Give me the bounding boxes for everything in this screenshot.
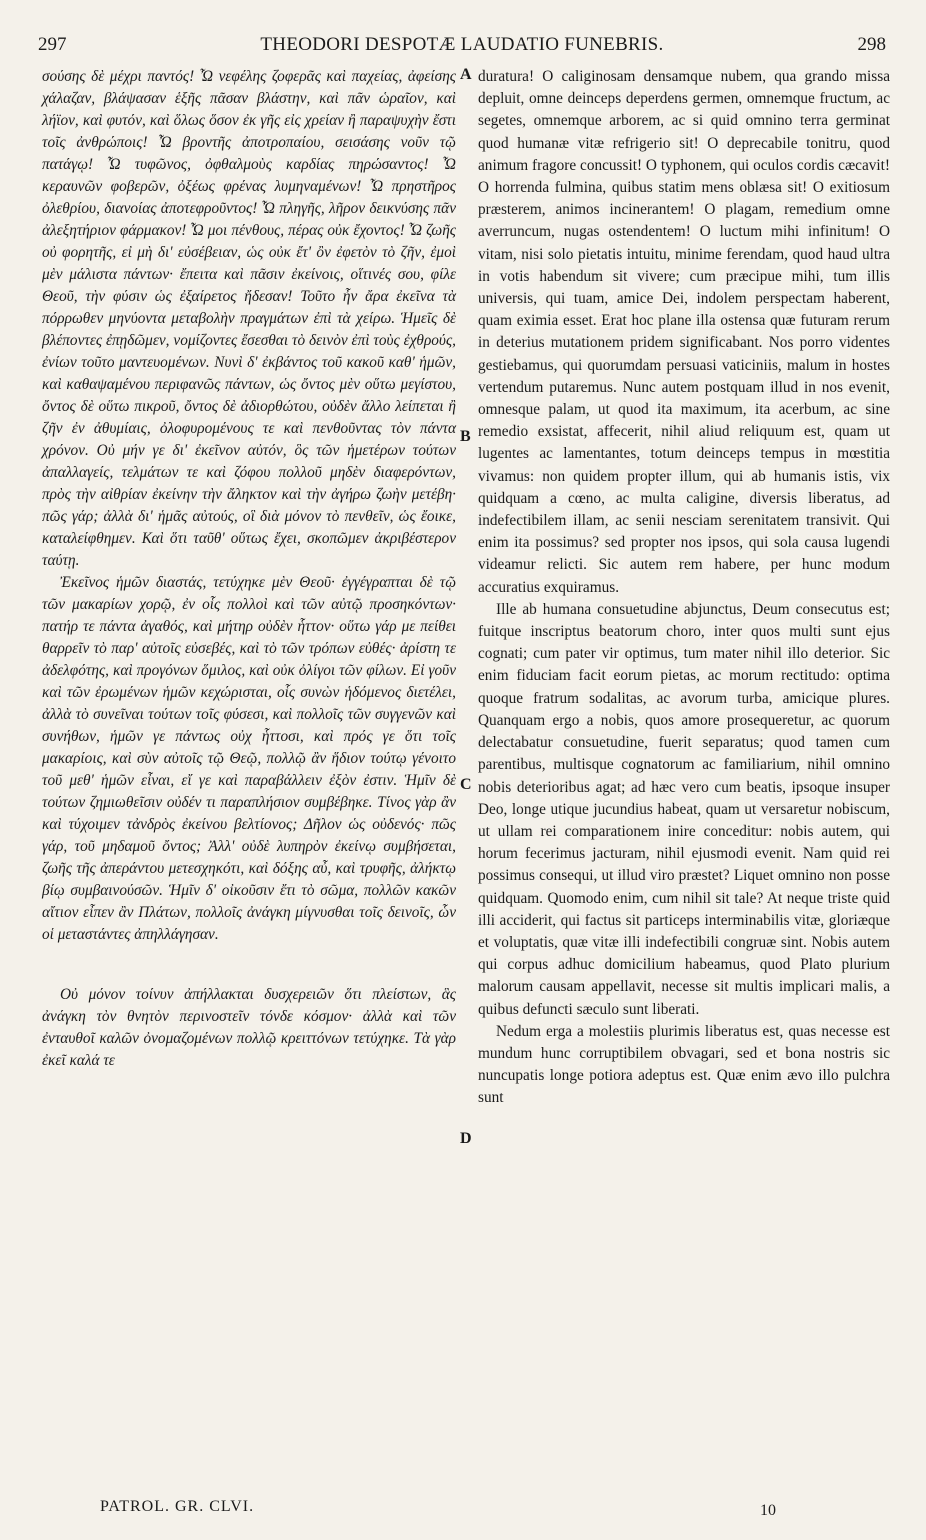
section-marker-a: A [460,66,472,83]
greek-paragraph-3: Οὐ μόνον τοίνυν ἀπήλλακται δυσχερειῶν ὅτι πλείστων, ἃς ἀνάγκη τὸν θνητὸν περινοστεῖν τόνδε κόσμον· ἀλλὰ καὶ τῶν ἐνταυθοῖ καλῶν ὀνομαζομένων πολλῷ κρειττόνων τετύχηκε. Τὰ γὰρ ἐκεῖ καλά τε [42,986,456,1069]
source-footer: PATROL. GR. CLVI. [100,1498,255,1515]
latin-paragraph-3: Nedum erga a molestiis plurimis liberatus est, quas necesse est mundum hunc corruptibilem obvagari, sed et bona nostris sic nuncupatis longe potiora adeptus est. Quæ enim ævo illo pulchra sunt [478,1022,890,1107]
section-marker-b: B [460,428,471,445]
latin-column [478,66,890,1110]
latin-paragraph-1: duratura! O caliginosam densamque nubem, qua grando missa depluit, omne deinceps deperdens germen, omnemque fructum, ac segetes, omnemque arborem, ac si quid omnino terra germinat quod humanæ vitæ refrigerio sit! O deprecabile tonitru, quod animum fragore concussit! O typhonem, qui oculos cordis cæcavit! O horrenda fulmina, quibus statim mens oblæsa sit! O exitiosum præsterem, animos incinerantem! O plagam, remedium omne averruncum, nugas ostendentem! O luctum mihi infinitum! O vitam, nisi solo pietatis intuitu, minime ferendam, quod haud ultra in votis habendum sit vivere; cum præcipue mihi, tum illis universis, qui tuam, amice Dei, indolem perspectam haberent, quam eximia esset. Erat hoc plane illa ostensa quæ futuram rerum in deterius mutationem pridem significabant. Nos porro videntes gestiebamus, qui quorumdam persuasi vaticiniis, malum in hostes vertendum putaremus. Nunc autem postquam illud in nos evenit, omnesque palam, ut quod ita maximum, ita acerbum, ac sine remedio exsistat, affecerit, nihil aliud reliquum est, quam ut lugentes ac lamentantes, totum deinceps tempus in mœstitia vivamus: non quidem propter illum, qui ab humanis istis, vix quidquam a cœno, ac multa caligine, diversis liberatus, ad indefectibilem illam, ac senii nesciam serenitatem transivit. Qui enim ita possimus? sed propter nos ipsos, qui sola causa lugendi videamur relicti. Sic autem rem habere, per hunc modum accuratius exquiramus. [478,68,890,596]
section-marker-d: D [460,1130,472,1147]
greek-column [42,66,456,1072]
signature-mark: 10 [760,1502,776,1519]
latin-paragraph-2: Ille ab humana consuetudine abjunctus, Deum consecutus est; fuitque inscriptus beatorum choro, inter quos multi sunt ejus cognati; cum pater vir optimus, tum mater nihil illo deterior. Sic enim fiduciam facit eorum pietas, ac morum rectitudo: optima quoque fratrum sodalitas, ac avorum turba, amicique plures. Quanquam ergo a nobis, quos amore prosequeretur, ac quorum delectabatur consuetudine, fuerit separatus; quod tamen cum parentibus, multisque cognatorum ac familiarium, nihil omnino nobis deterioribus agat; ad hæc vero cum beatis, ipsoque insuper Deo, longe utique jucundius habeat, quam ut versaretur nobiscum, ut ullam rei comparationem inire conceditur: nobis autem, qui horum fecerimus jacturam, nihil ejusmodi evenit. Nam quid rei possimus consequi, ut illud viro præstet? Liquet omnino non posse quidquam. Quomodo enim, cum nihil sit tale? At neque triste quid illi acciderit, qui factus sit particeps interminabilis vitæ, gloriæque et voluptatis, quæ vitæ illi indefectibili congruæ sint. Nobis autem qui corpus adhuc domicilium habeamus, quod Plato plurium malorum causam appellavit, necesse sit multis implicari malis, a quibus defuncti sæculo sunt liberati. [478,600,890,1018]
running-header [38,34,886,60]
page-number-left: 297 [38,34,67,55]
page-title: THEODORI DESPOTÆ LAUDATIO FUNEBRIS. [260,34,664,55]
page-number-right: 298 [857,34,886,55]
greek-paragraph-2: Ἐκεῖνος ἡμῶν διαστάς, τετύχηκε μὲν Θεοῦ· ἐγγέγραπται δὲ τῷ τῶν μακαρίων χορῷ, ἐν οἷς πολλοὶ καὶ τῶν αὐτῷ προσηκόντων· πατήρ τε πάντα ἀγαθός, καὶ μήτηρ οὐδὲν ἧττον· οὕτω γάρ με πείθει θαρρεῖν τὸ παρ' αὐτοῖς εὐσεβές, καὶ τὸ τῶν τρόπων εὐθές· ἀρίστη τε ἀδελφότης, καὶ προγόνων ὅμιλος, καὶ οὐκ ὀλίγοι τῶν φίλων. Εἰ γοῦν καὶ τῶν ἐρωμένων ἡμῶν κεχώρισται, οἷς συνὼν ἡδόμενος διετέλει, ἀλλὰ τὸ συνεῖναι τούτων τοῖς φύσεσι, καὶ πολλοῖς τῶν συγγενῶν καὶ συνήθων, ἡμῶν γε πάντως οὐχ ἧττοσι, καὶ πρός γε ὅτι τοῖς μακαρίοις, καὶ σὺν αὐτοῖς τῷ Θεῷ, πολλῷ ἂν ἥδιον τούτῳ γένοιτο τοῦ μεθ' ἡμῶν εἶναι, εἴ γε καὶ παραβάλλειν ἐξὸν ἐστιν. Ἡμῖν δὲ τούτων ζημιωθεῖσιν οὐδέν τι παραπλήσιον συμβέβηκε. Τίνος γὰρ ἂν καὶ τύχοιμεν τἀνδρὸς ἐκείνου βελτίονος; Δῆλον ὡς οὐδενός· πῶς γάρ, τοῦ μηδαμοῦ ὄντος; Ἀλλ' οὐδὲ λυπηρὸν ἐκείνῳ συμβήσεται, ζωῆς τῆς ἀπεράντου μετεσχηκότι, καὶ δόξης αὖ, καὶ τρυφῆς, ἀλήκτῳ βίῳ συμβαινούσῶν. Ἡμῖν δ' οἰκοῦσιν ἔτι τὸ σῶμα, πολλῶν κακῶν αἴτιον εἶπεν ἂν Πλάτων, πολλοῖς ἀνάγκη μίγνυσθαι τοῖς δεινοῖς, ὧν οἱ μεταστάντες ἀπηλλάγησαν. [42,574,456,943]
greek-paragraph-1: σούσης δὲ μέχρι παντός! Ὦ νεφέλης ζοφερᾶς καὶ παχείας, ἀφείσης χάλαζαν, βλάψασαν ἑξῆς πᾶσαν βλάστην, καὶ πᾶν ὡραῖον, καὶ λήϊον, καὶ φυτόν, καὶ ὅλως ὅσον ἐκ γῆς εἰς χρείαν ἢ παραψυχὴν ἔστι τοῖς ἀνθρώποις! Ὦ βροντῆς ἀποτροπαίου, σεισάσης νοῦν τῷ πατάγῳ! Ὦ τυφῶνος, ὀφθαλμοὺς καρδίας πηρώσαντος! Ὦ κεραυνῶν φοβερῶν, ὀξέως φρένας λυμηναμένων! Ὦ πρηστῆρος ὀλεθρίου, διανοίας ἀποτεφροῦντος! Ὦ πληγῆς, λῆρον δεικνύσης πᾶν ἀλεξητήριον φάρμακον! Ὦ μοι πένθους, πέρας οὐκ ἔχοντος! Ὦ ζωῆς οὐ φορητῆς, εἰ μὴ δι' εὐσέβειαν, ὡς οὐκ ἔτ' ὂν ἐφετὸν τὸ ζῆν, ἐμοὶ μὲν μάλιστα πάντων· ἔπειτα καὶ πᾶσιν ἐκείνοις, οἵτινές σου, φίλε Θεοῦ, τὴν φύσιν ὡς ἐξαίρετος ἤδεσαν! Τοῦτο ἦν ἄρα ἐκεῖνα τὰ πόρρωθεν μηνύοντα μεταβολὴν πραγμάτων ἐπὶ τὰ χείρω. Ἡμεῖς δὲ βλέποντες ἐπῃδῶμεν, νομίζοντες ἔσεσθαι τὸ δεινὸν ἐπὶ τοὺς ἐχθρούς, ἐνίων τοῦτο μαντευομένων. Νυνὶ δ' ἐκβάντος τοῦ κακοῦ καθ' ἡμῶν, καὶ καθαψαμένου περιφανῶς πάντων, ὡς ὄντος μὲν οὕτω μεγίστου, ὄντος δὲ οὕτω πικροῦ, ὄντος δὲ ἀδιορθώτου, οὐδὲν ἄλλο λείπεται ἢ ζῆν ἐν ἀθυμίαις, ὀλοφυρομένους τε καὶ πενθοῦντας τὸν πάντα χρόνον. Οὐ μήν γε δι' ἐκεῖνον αὐτόν, ὃς τῶν ἡμετέρων τούτων ἀπαλλαγείς, τελμάτων τε καὶ ζόφου πολλοῦ μηδὲν διαφερόντων, πρὸς τὴν αἰθρίαν ἐκείνην τὴν ἄληκτον καὶ τὴν ἀγήρω ζωὴν μετέβη· πῶς γάρ; ἀλλὰ δι' ἡμᾶς αὐτούς, οἳ διὰ μόνον τὸ πενθεῖν, ὡς ἔοικε, καταλείφθημεν. Καὶ ὅτι ταῦθ' οὕτως ἔχει, σκοπῶμεν ἀκριβέστερον ταύτῃ. [42,68,456,569]
section-marker-c: C [460,776,472,793]
